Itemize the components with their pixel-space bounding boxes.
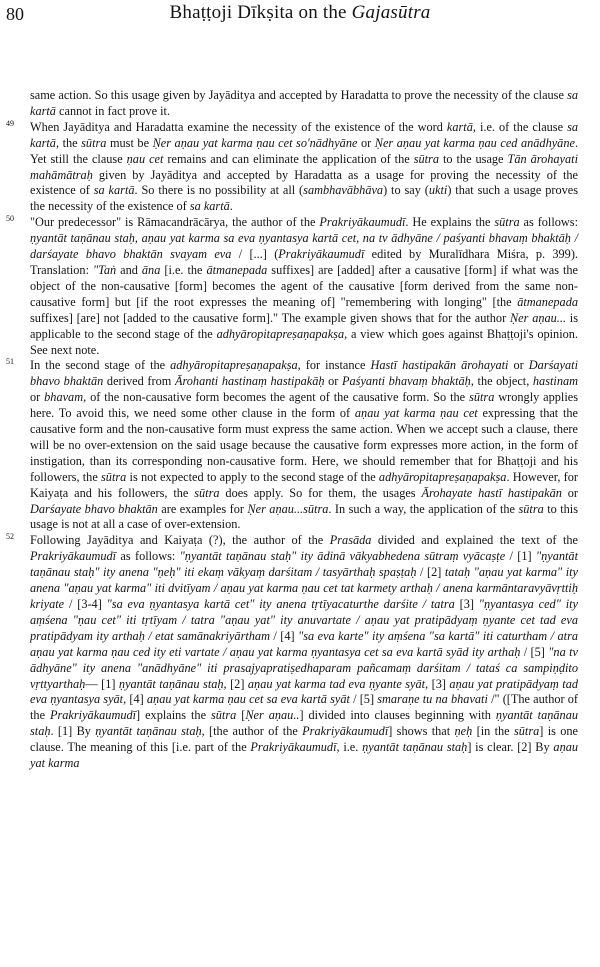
italic-term: Darśayate bhavo bhaktān: [30, 501, 158, 516]
italic-term: Hastī hastipakān ārohayati: [370, 358, 509, 373]
italic-term: "ṇyantāt taṇānau staḥ" ity ādinā vākyabhedena sūtraṃ vyācaṣṭe: [179, 549, 506, 564]
text-run: . He explains the: [405, 215, 495, 230]
text-run: , i.e. of the clause: [472, 119, 568, 134]
italic-term: sa kartā: [189, 199, 230, 214]
italic-term: Ārohayate hastī hastipakān: [421, 485, 562, 500]
italic-term: sūtra: [194, 485, 220, 500]
footnote-number: 50: [6, 214, 14, 224]
italic-term: ātmanepada: [517, 294, 578, 309]
italic-term: ṇyantāt taṇānau staḥ: [362, 740, 468, 755]
italic-term: ṇyantāt taṇānau staḥ, aṇau yat karma sa eva ṇyantasya kartā cet, na tv ādhyāne / paśyanti bhavaṃ bhaktāḥ / darśayate bhavo bhaktān svayam eva: [30, 231, 578, 262]
text-run: [3]: [454, 597, 479, 611]
text-run: expressing that the causative form and the non-causative form must express the same action. When we accept such a clause, there will be no over-extension on the said usage because the causative form expresses more action, in the form of instigation, than its corresponding non-causative form. Here, we should remember that for Bhaṭṭoji and his followers, the: [30, 406, 578, 484]
text-run: ) that such a usage proves the necessity of the existence of: [30, 183, 578, 214]
text-run: , of the non-causative form becomes the agent of the causative form. So the: [83, 390, 470, 405]
italic-term: ṇyantāt taṇānau staḥ: [95, 724, 202, 739]
text-run: , for instance: [297, 358, 371, 373]
text-run: [i.e. the: [160, 262, 207, 277]
footnote: [6, 214, 579, 358]
text-run: or: [324, 374, 342, 389]
text-run: edited by Muralīdhara Miśra, p. 399). Translation:: [30, 247, 579, 277]
footnote: [6, 532, 579, 772]
italic-term: ṇyantāt taṇānau staḥ: [118, 676, 224, 691]
text-run: . So there is no possibility at all (: [134, 183, 304, 198]
italic-term: Ṇer aṇau...: [509, 310, 567, 325]
italic-term: Ṇer aṇau...sūtra: [247, 501, 329, 516]
text-run: suffixes] are [added] after a causative [form] if what was the object of the non-causative [form] becomes the agent of the causative [form derived from the same non-causative form] but [if the root expresses the meaning of] "remembering with longing" [the: [30, 262, 578, 309]
italic-term: aṇau yat karma tad eva ṇyante syāt: [247, 676, 426, 691]
italic-term: āna: [141, 262, 161, 277]
text-run: Following Jayāditya and Kaiyaṭa (?), the author of the: [30, 533, 330, 548]
text-run: , the object,: [470, 374, 533, 389]
italic-term: sūtra: [413, 151, 439, 166]
italic-term: sa kartā: [93, 183, 135, 198]
italic-term: Tān ārohayati mahāmātraḥ: [30, 151, 578, 182]
text-run: . In such a way, the application of the: [328, 501, 519, 516]
italic-term: Ṇer aṇau yat karma ṇau ced anādhyāne: [374, 135, 575, 150]
text-run: same action. So this usage given by Jayāditya and accepted by Haradatta to prove the necessity of the clause: [30, 88, 568, 102]
text-run: , [4]: [123, 692, 147, 707]
italic-term: sūtra: [518, 501, 544, 516]
italic-term: sambhavābhāva: [303, 183, 384, 198]
page-number: 80: [6, 4, 24, 24]
running-title-italic: Gajasūtra: [351, 2, 431, 23]
italic-term: Prakriyākaumudī: [319, 215, 406, 230]
running-title: [0, 2, 600, 24]
text-run: ] shows that: [388, 724, 455, 739]
text-run: . Yet still the clause: [30, 135, 579, 166]
italic-term: Paśyanti bhavaṃ bhaktāḥ: [342, 374, 471, 389]
text-run: .: [229, 199, 233, 214]
text-run: or: [30, 390, 45, 405]
text-run: . However, for Kaiyaṭa and his followers, the: [30, 469, 578, 500]
text-run: / [5]: [520, 644, 549, 659]
italic-term: Prakriyākaumudī: [250, 740, 337, 755]
text-run: , [3]: [425, 676, 450, 691]
italic-term: sa kartā: [30, 88, 578, 118]
text-run: cannot in fact prove it.: [55, 103, 171, 118]
italic-term: sūtra: [513, 724, 540, 739]
text-run: . [1] By: [50, 724, 96, 739]
italic-term: sūtra: [469, 390, 495, 405]
italic-term: sūtra: [211, 708, 237, 723]
italic-term: adhyāropitapreṣaṇapakṣa: [216, 326, 345, 341]
text-run: [: [236, 708, 246, 723]
italic-term: ātmanepada: [206, 262, 268, 277]
text-run: / [1]: [505, 549, 536, 564]
text-run: is applicable to the second stage of the: [30, 310, 579, 341]
footnote-continuation: [22, 88, 578, 120]
text-run: / [4]: [269, 628, 299, 643]
italic-term: tataḥ "aṇau yat karma" ity anena "aṇau yat karma" iti dvitīyam / aṇau yat karma ṇau cet tat karmety arthaḥ / anena karmāntaravyāvṛttiḥ kriyate: [30, 565, 579, 611]
italic-term: Prakriyākaumudī: [49, 708, 137, 723]
italic-term: bhavam: [44, 390, 84, 405]
text-run: or: [508, 358, 529, 373]
text-run: /" ([The author of the: [30, 692, 579, 723]
text-run: ] is clear. [2] By: [467, 740, 554, 755]
text-run: In the second stage of the: [30, 358, 171, 373]
italic-term: ṇeḥ: [454, 724, 473, 739]
text-run: / [2]: [416, 565, 445, 580]
italic-term: adhyāropitapreṣaṇapakṣa: [378, 469, 507, 484]
italic-term: Prakriyākaumudī: [30, 549, 117, 564]
text-run: remains and can eliminate the application of the: [163, 151, 414, 166]
italic-term: aṇau yat karma ṇau cet sa eva kartā syāt: [146, 692, 350, 707]
italic-term: "sa eva karte" ity aṃśena "sa kartā" iti caturtham / atra aṇau yat karma ṇau ced ity eti vartate / aṇau yat karma ṇyantasya cet sa eva kartā syād ity arthaḥ: [30, 628, 578, 659]
italic-term: Prakriyākaumudī: [278, 247, 365, 262]
italic-term: adhyāropitapreṣaṇapakṣa: [170, 358, 298, 373]
italic-term: smaraṇe tu na bhavati: [377, 692, 488, 707]
italic-term: hastinam: [532, 374, 578, 389]
italic-term: ṇyantāt taṇānau staḥ: [30, 708, 578, 739]
italic-term: sūtra: [81, 135, 107, 150]
italic-term: "na tv ādhyāne" ity anena "anādhyāne" iti prasajyapratiṣedhaparam pañcamaṃ darśitam / tataś ca sampiṇḍito vṛttyarthaḥ: [30, 644, 578, 691]
text-run: as follows:: [116, 549, 180, 564]
italic-term: sūtra: [494, 215, 520, 230]
italic-term: "ṇyantāt taṇānau staḥ" ity anena "ṇeḥ" iti ekaṃ vākyaṃ darśitam / tasyārthaḥ spaṣṭaḥ: [30, 549, 578, 580]
text-run: ] divided into clauses beginning with: [299, 708, 496, 723]
text-run: suffixes] [are] not [added to the causative form]." The example given shows that for the author: [30, 310, 510, 325]
footnote: [6, 118, 579, 215]
italic-term: ṇau cet: [126, 151, 164, 166]
italic-term: aṇau yat karma ṇau cet: [354, 406, 478, 421]
text-run: , [2]: [223, 676, 248, 691]
text-run: as follows:: [519, 215, 578, 230]
text-run: , the: [55, 135, 82, 150]
text-run: , a view which goes against Bhaṭṭoji's opinion. See next note.: [30, 326, 578, 357]
italic-term: "Taṅ: [92, 262, 117, 277]
text-run: or: [357, 135, 375, 150]
italic-term: sa kartā: [30, 119, 578, 150]
footnote-number: 52: [6, 532, 14, 542]
text-run: or: [561, 485, 578, 500]
italic-term: Prasāda: [329, 533, 372, 548]
text-run: When Jayāditya and Haradatta examine the necessity of the existence of the word: [30, 119, 447, 134]
footnote-number: 49: [6, 118, 14, 128]
italic-term: Ārohanti hastinaṃ hastipakāḥ: [174, 374, 325, 389]
italic-term: Ṇer aṇau yat karma ṇau cet so'nādhyāne: [152, 135, 358, 150]
italic-term: Prakriyākaumudī: [302, 724, 389, 739]
text-run: , i.e.: [336, 740, 363, 755]
footnote-number: 51: [6, 357, 14, 367]
italic-term: aṇau yat karma: [30, 740, 579, 771]
text-run: / [3-4]: [64, 597, 107, 611]
running-title-text: Bhaṭṭoji Dīkṣita on the: [169, 2, 352, 23]
text-run: and: [116, 262, 142, 277]
footnote: [6, 357, 578, 533]
text-run: , [the author of the: [201, 724, 303, 739]
italic-term: sūtra: [101, 469, 127, 484]
text-run: to the usage: [438, 151, 508, 166]
text-run: divided and explained the text of the: [371, 533, 578, 548]
text-run: is not expected to apply to the second stage of the: [126, 469, 379, 484]
italic-term: Darśayati bhavo bhaktān: [30, 358, 578, 389]
text-run: wrongly applies here. To avoid this, we need some other clause in the form of: [30, 390, 578, 421]
italic-term: "sa eva ṇyantasya kartā cet" ity anena tṛtīyacaturthe darśite / tatra: [106, 597, 455, 611]
text-run: [in the: [472, 724, 514, 739]
italic-term: aṇau yat pratipādyaṃ tad eva ṇyantasya syāt: [30, 676, 578, 707]
text-run: are examples for: [157, 501, 248, 516]
text-run: ] explains the: [136, 708, 211, 723]
text-run: derived from: [103, 374, 175, 389]
text-run: ) to say (: [383, 183, 429, 198]
text-run: — [1]: [85, 676, 119, 691]
text-run: does apply. So for them, the usages: [219, 485, 422, 500]
italic-term: "ṇyantasya ced" ity aṃśena "ṇau cet" iti tṛtīyam / tatra "aṇau yat" ity anuvartate / aṇau yat pratipādyaṃ ṇyante cet tad eva pratipādyam ity arthaḥ / etat samānakriyārtham: [30, 597, 578, 643]
footnotes-body: [6, 88, 579, 960]
text-run: "Our predecessor" is Rāmacandrācārya, the author of the: [30, 215, 320, 230]
text-run: ] is one clause. The meaning of this [i.e. part of the: [30, 724, 578, 755]
text-run: / [5]: [349, 692, 378, 707]
text-run: to this usage is not at all a case of over-extension.: [30, 501, 578, 532]
italic-term: ukti: [428, 183, 448, 198]
italic-term: Ṇer aṇau..: [245, 708, 300, 723]
text-run: / [...] (: [231, 247, 279, 262]
text-run: given by Jayāditya and accepted by Haradatta as a usage for proving the necessity of the existence of: [30, 167, 578, 198]
italic-term: kartā: [446, 119, 473, 134]
text-run: must be: [106, 135, 153, 150]
page-header: [0, 0, 600, 30]
